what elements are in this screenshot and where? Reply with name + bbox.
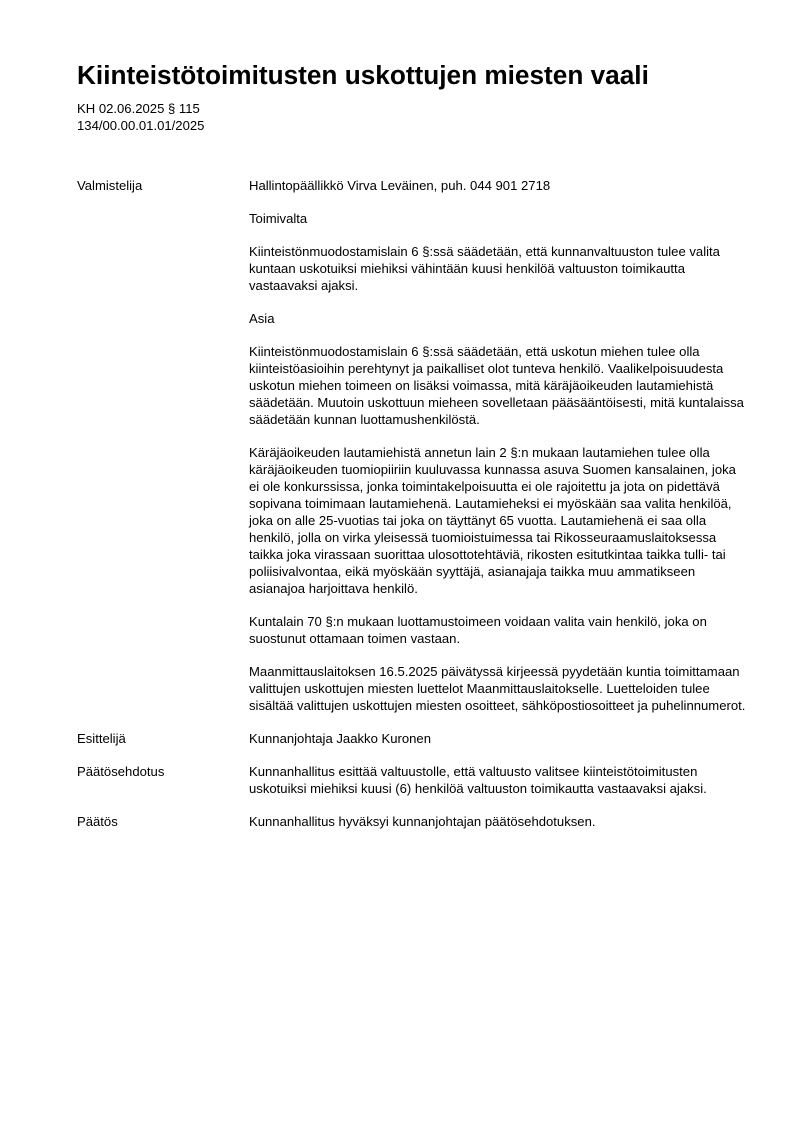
section-esittelija bbox=[77, 730, 747, 747]
presenter-info: Kunnanjohtaja Jaakko Kuronen bbox=[249, 731, 431, 746]
asia-paragraph-3: Kuntalain 70 §:n mukaan luottamustoimeen voidaan valita vain henkilö, joka on suostunut ottamaan toimen vastaan. bbox=[249, 614, 707, 646]
toimivalta-paragraph: Kiinteistönmuodostamislain 6 §:ssä säädetään, että kunnanvaltuuston tulee valita kuntaan uskotuiksi miehiksi vähintään kuusi henkilöä valtuuston toimikautta vastaavaksi ajaksi. bbox=[249, 244, 720, 293]
proposal-paragraph: Kunnanhallitus esittää valtuustolle, että valtuusto valitsee kiinteistötoimitusten uskotuiksi miehiksi kuusi (6) henkilöä valtuuston toimikautta vastaavaksi ajaksi. bbox=[249, 764, 707, 796]
asia-paragraph-1: Kiinteistönmuodostamislain 6 §:ssä säädetään, että uskotun miehen tulee olla kiinteistöasioihin perehtynyt ja paikalliset olot tunteva henkilö. Vaalikelpoisuudesta uskotun miehen toimeen on lisäksi voimassa, mitä käräjäoikeuden lautamiehistä säädetään. Muutoin uskottuun mieheen sovelletaan pääsääntöisesti, mitä kuntalaissa säädetään kunnan luottamushenkilöstä. bbox=[249, 344, 744, 427]
section-content-valmistelija bbox=[249, 177, 747, 714]
document-meta bbox=[77, 100, 747, 134]
document-title: Kiinteistötoimitusten uskottujen miesten vaali bbox=[77, 60, 649, 90]
decision-paragraph: Kunnanhallitus hyväksyi kunnanjohtajan päätösehdotuksen. bbox=[249, 814, 596, 829]
section-content-paatos bbox=[249, 813, 747, 830]
section-label-paatos: Päätös bbox=[77, 814, 118, 829]
section-paatosehdotus bbox=[77, 763, 747, 797]
asia-paragraph-2: Käräjäoikeuden lautamiehistä annetun lain 2 §:n mukaan lautamiehen tulee olla käräjäoikeuden tuomiopiiriin kuuluvassa kunnassa asuva Suomen kansalainen, joka ei ole konkurssissa, jonka toimintakelpoisuutta ei ole rajoitettu ja jota on pidettävä sopivana toimimaan lautamiehenä. Lautamieheksi ei myöskään saa valita henkilöä, joka on alle 25-vuotias tai joka on täyttänyt 65 vuotta. Lautamiehenä ei saa olla henkilö, jolla on virka yleisessä tuomioistuimessa tai Rikosseuraamuslaitoksessa taikka joka virassaan suorittaa ulosottotehtäviä, rikosten esitutkintaa taikka tulli- tai poliisivalvontaa, eikä myöskään syyttäjä, asianajaja taikka muu ammatikseen asianajoa harjoittava henkilö. bbox=[249, 445, 736, 596]
section-paatos bbox=[77, 813, 747, 830]
section-content-paatosehdotus bbox=[249, 763, 747, 797]
heading-asia: Asia bbox=[249, 311, 275, 326]
section-content-esittelija bbox=[249, 730, 747, 747]
section-label-paatosehdotus: Päätösehdotus bbox=[77, 764, 165, 779]
section-valmistelija bbox=[77, 177, 747, 714]
section-label-valmistelija: Valmistelija bbox=[77, 178, 143, 193]
case-number: 134/00.00.01.01/2025 bbox=[77, 118, 205, 133]
meeting-reference: KH 02.06.2025 § 115 bbox=[77, 101, 200, 116]
asia-paragraph-4: Maanmittauslaitoksen 16.5.2025 päivätyssä kirjeessä pyydetään kuntia toimittamaan valittujen uskottujen miesten luettelot Maanmittauslaitokselle. Luetteloiden tulee sisältää valittujen uskottujen miesten osoitteet, sähköpostiosoitteet ja puhelinnumerot. bbox=[249, 664, 746, 713]
section-label-esittelija: Esittelijä bbox=[77, 731, 126, 746]
heading-toimivalta: Toimivalta bbox=[249, 211, 308, 226]
preparer-info: Hallintopäällikkö Virva Leväinen, puh. 044 901 2718 bbox=[249, 178, 551, 193]
document-page bbox=[77, 60, 747, 830]
